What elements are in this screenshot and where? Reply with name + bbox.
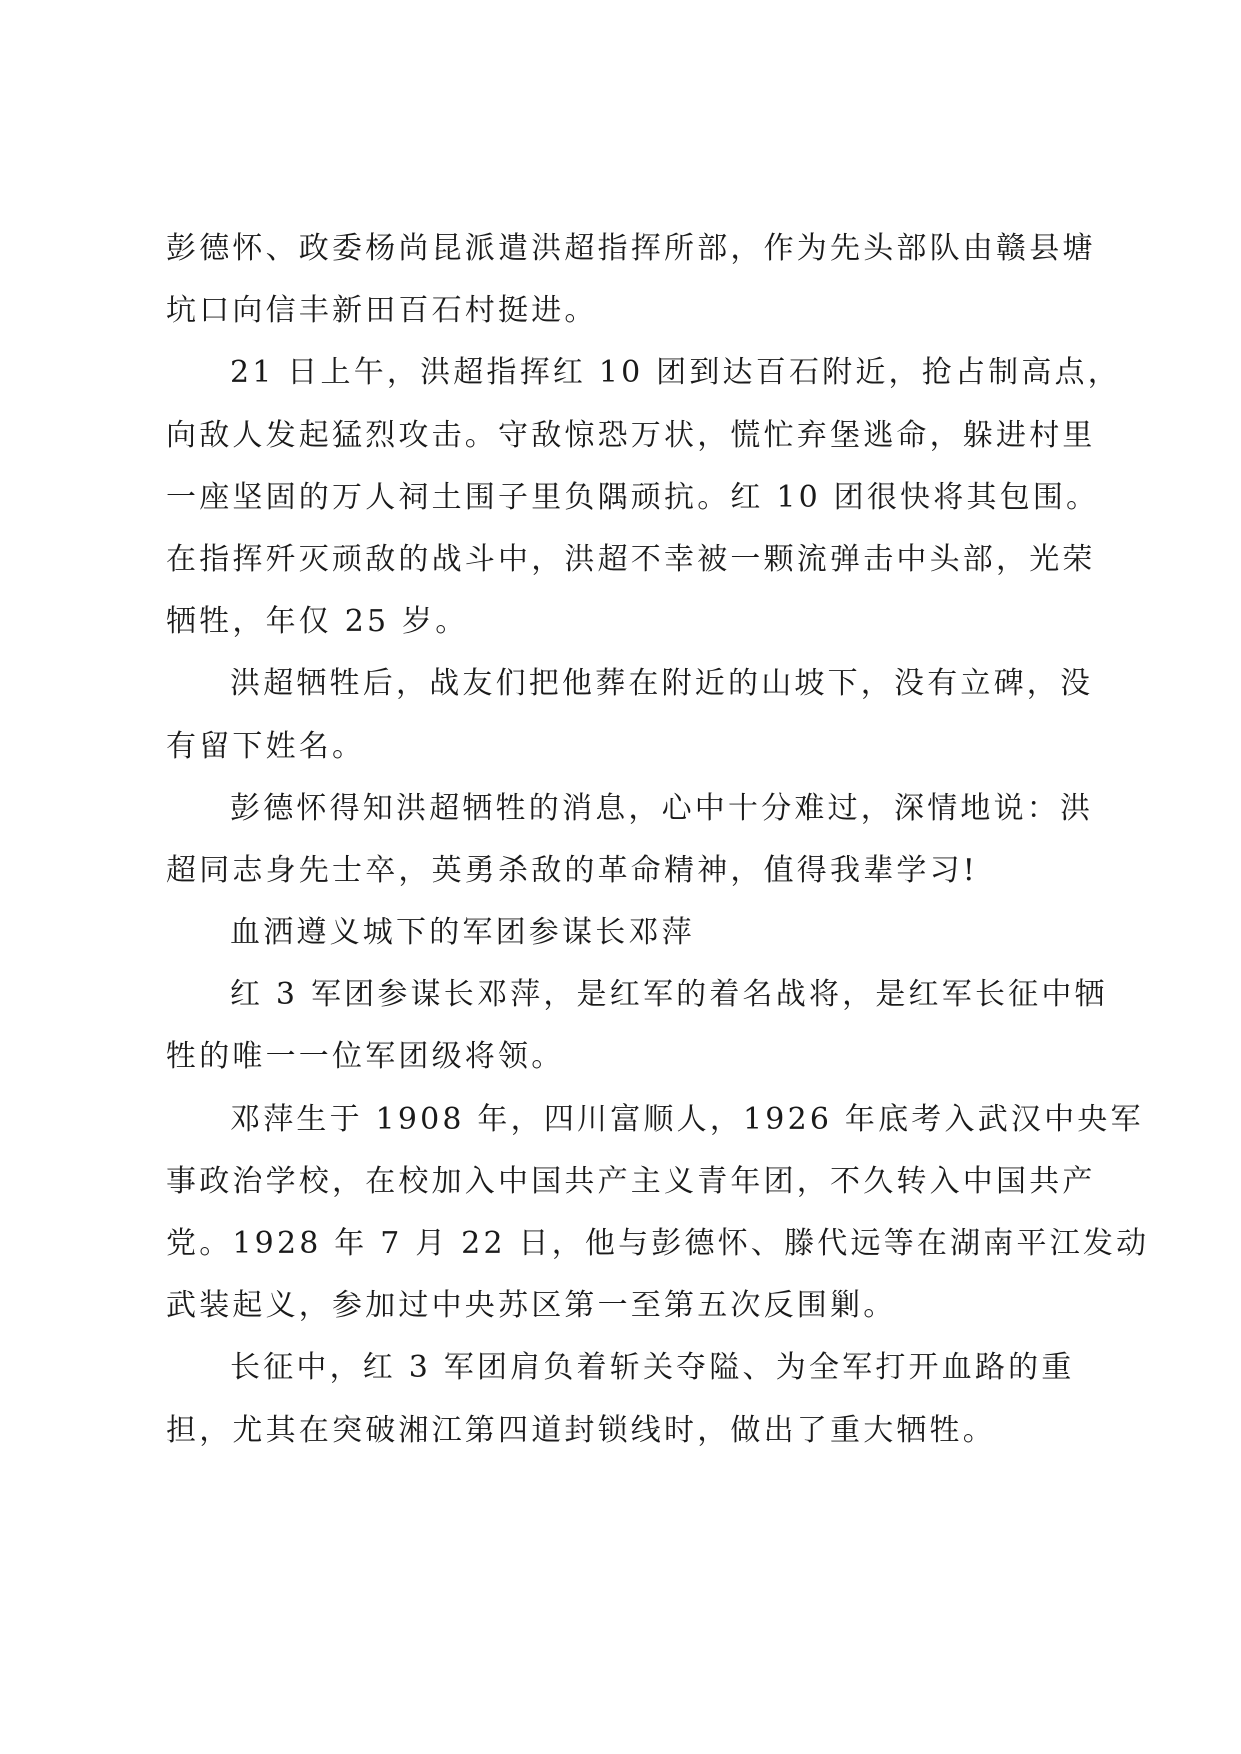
paragraph-start-line: 邓萍生于 1908 年，四川富顺人，1926 年底考入武汉中央军 [230,1101,1144,1137]
text-line: 彭德怀、政委杨尚昆派遣洪超指挥所部，作为先头部队由赣县塘 [166,231,1096,266]
paragraph-start-line: 彭德怀得知洪超牺牲的消息，心中十分难过，深情地说：洪 [230,790,1094,826]
text-line: 坑口向信丰新田百石村挺进。 [166,293,598,329]
text-line: 党。1928 年 7 月 22 日，他与彭德怀、滕代远等在湖南平江发动 [166,1226,1150,1261]
text-line: 向敌人发起猛烈攻击。守敌惊恐万状，慌忙弃堡逃命，躲进村里 [166,417,1096,453]
text-line: 武装起义，参加过中央苏区第一至第五次反围剿。 [166,1288,897,1324]
section-heading: 血洒遵义城下的军团参谋长邓萍 [230,915,695,951]
text-line: 超同志身先士卒，英勇杀敌的革命精神，值得我辈学习! [166,852,979,888]
text-line: 事政治学校，在校加入中国共产主义青年团，不久转入中国共产 [166,1163,1096,1199]
text-line: 在指挥歼灭顽敌的战斗中，洪超不幸被一颗流弹击中头部，光荣 [166,541,1096,577]
text-line: 牲的唯一一位军团级将领。 [166,1039,565,1075]
text-line: 牺牲，年仅 25 岁。 [166,604,469,640]
text-line: 担，尤其在突破湘江第四道封锁线时，做出了重大牺牲。 [166,1412,996,1448]
paragraph-start-line: 21 日上午，洪超指挥红 10 团到达百石附近，抢占制高点， [230,355,1121,391]
text-line: 有留下姓名。 [166,728,366,764]
body-text [166,218,1150,1462]
paragraph-start-line: 长征中，红 3 军团肩负着斩关夺隘、为全军打开血路的重 [230,1350,1075,1386]
paragraph-start-line: 洪超牺牲后，战友们把他葬在附近的山坡下，没有立碑，没 [230,666,1094,702]
paragraph-start-line: 红 3 军团参谋长邓萍，是红军的着名战将，是红军长征中牺 [230,977,1108,1013]
text-line: 一座坚固的万人祠土围子里负隅顽抗。红 10 团很快将其包围。 [166,479,1100,515]
